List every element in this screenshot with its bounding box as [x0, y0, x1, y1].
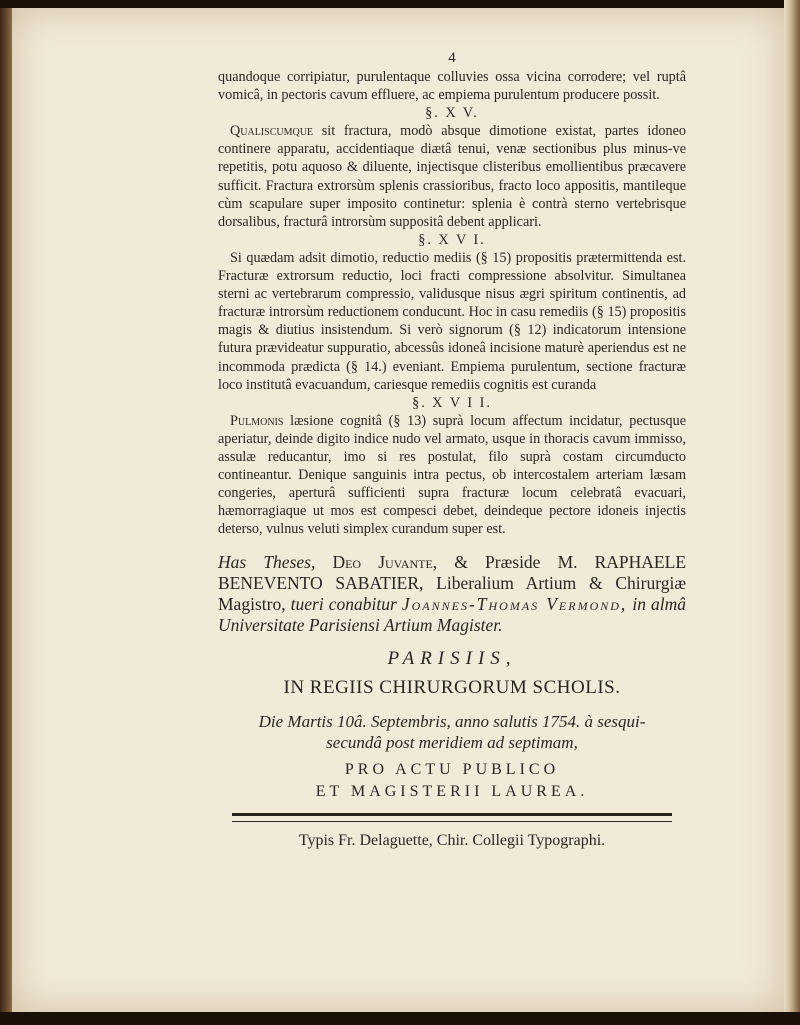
pro-actu-publico: PRO ACTU PUBLICO: [344, 760, 560, 778]
scan-bottom-edge: [0, 1012, 800, 1025]
title-praeside: & Præside M. RAPHAELE BENEVENTO SABATIER, Liberalium Artium & Chirurgiæ Magistro,: [218, 552, 687, 615]
title-has-theses: Has Theses,: [218, 552, 316, 573]
magisterii-laurea: ET MAGISTERII LAUREA.: [315, 782, 589, 800]
paragraph-continuation: quandoque corripiatur, purulentaque colluvies ossa vicina corrodere; vel ruptâ vomicâ, in pectoris cavum effluere, ac empiema purulentum producere possit.: [218, 69, 686, 104]
title-university: in almâ Universitate Parisiensi Artium Magister.: [218, 594, 687, 636]
printer-imprint: Typis Fr. Delaguette, Chir. Collegii Typographi.: [298, 831, 606, 849]
page-number: 4: [448, 50, 456, 66]
paragraph-pulmonis: [218, 412, 686, 539]
paragraph-lead-word: Qualiscumque: [230, 123, 314, 140]
candidate-name: Joannes-Thomas Vermond,: [401, 594, 628, 615]
title-deo-juvante: Deo Juvante,: [332, 552, 438, 573]
section-heading-16: §. X V I.: [418, 231, 486, 248]
paragraph-body: læsione cognitâ (§ 13) suprà locum affectum incidatur, pectusque aperiatur, deinde digito indice nudo vel armato, usque in thoracis cavum immisso, assulæ reducantur, imo si res postulat, filo suprà costam circumducto contineantur. Denique sanguinis intra pectus, ob intercostalem arteriam læsam congeries, aperturâ sufficienti supra fracturæ locum celebratâ evacuari, hæmorragiaque ut mos est compesci debet, deindeque pectore idoneis injectis deterso, vulnus veluti simplex curandum super est.: [218, 412, 686, 538]
double-rule-divider: [232, 813, 672, 822]
book-binding-edge: [0, 8, 12, 1012]
paragraph-body: sit fractura, modò absque dimotione existat, partes idoneo continere apparatu, accidentiaque diætâ tenui, venæ sectionibus plus minus-ve repetitis, potu aquoso & diluente, injectisque clisteribus emollientibus præcavere sufficit. Fractura extrorsùm splenis crassioribus, fracto loco appositis, mantileque cùm scapulare super imposito continetur: splenia è contrà sterno vertebrisque dorsalibus, fracturâ introrsùm suppositâ debent applicari.: [218, 123, 686, 230]
section-heading-15: §. X V.: [425, 105, 479, 122]
paragraph-qualiscumque: [218, 122, 686, 231]
page-stack-edge: [784, 0, 800, 1025]
date-line-1: Die Martis 10â. Septembris, anno salutis 1754. à sesqui-: [258, 711, 646, 731]
page-content: [218, 50, 686, 850]
place-parisiis: PARISIIS,: [387, 648, 517, 670]
paragraph-reductio: Si quædam adsit dimotio, reductio mediis (§ 15) propositis prætermittenda est. Fracturæ extrorsum reductio, loci fracti compressione absolvitur. Simultanea sterni ac vertebrarum compressio, validusque nisus ægri spiritum continentis, ad fracturæ introrsùm reductionem conducunt. Hoc in casu remediis (§ 15) propositis magis & diutius insistendum. Si verò signorum (§ 12) indicatorum intensione futura prævideatur suppuratio, abcessûs idoneâ incisione maturè aperiendus est ne incommoda prædicta (§ 14.) eveniant. Empiema purulentum, sectione fracturæ loco institutâ evacuandum, cariesque remediis cognitis est curanda: [218, 249, 686, 393]
school-name: IN REGIIS CHIRURGORUM SCHOLIS.: [283, 676, 621, 698]
section-heading-17: §. X V I I.: [412, 394, 492, 411]
title-tueri: tueri conabitur: [290, 594, 397, 615]
date-line: [218, 711, 686, 753]
date-line-2: secundâ post meridiem ad septimam,: [326, 732, 578, 752]
thesis-title-block: [218, 552, 686, 636]
scan-top-edge: [0, 0, 800, 8]
paragraph-lead-word: Pulmonis: [230, 412, 284, 429]
